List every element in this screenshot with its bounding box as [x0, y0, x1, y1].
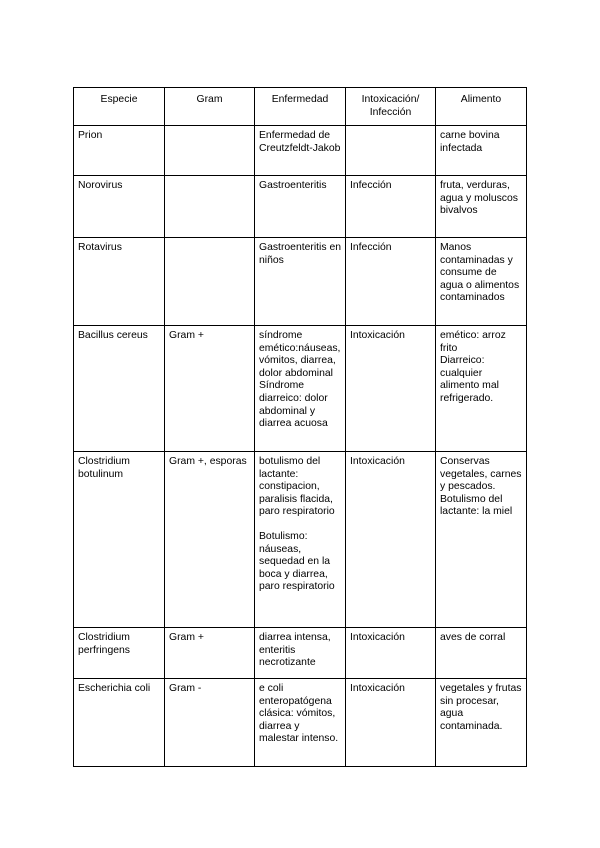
- cell-intoxicacion: Intoxicación: [346, 628, 436, 679]
- cell-intoxicacion: Infección: [346, 176, 436, 238]
- cell-alimento: [436, 452, 527, 628]
- cell-enfermedad-paragraph-1: botulismo del lactante: constipacion, paralisis flacida, paro respiratorio: [259, 456, 336, 518]
- cell-alimento: [436, 326, 527, 452]
- cell-especie: Escherichia coli: [74, 679, 165, 767]
- cell-alimento: aves de corral: [436, 628, 527, 679]
- cell-alimento-text: Conservas vegetales, carnes y pescados. Botulismo del lactante: la miel: [440, 456, 522, 518]
- table-row: [74, 126, 527, 176]
- cell-enfermedad: [255, 452, 346, 628]
- table-header-row: [74, 88, 527, 126]
- cell-enfermedad-text: síndrome emético:náuseas, vómitos, diarrea, dolor abdominal Síndrome diarreico: dolor abdominal y diarrea acuosa: [259, 330, 341, 430]
- cell-intoxicacion: Intoxicación: [346, 679, 436, 767]
- header-enfermedad: Enfermedad: [255, 88, 346, 126]
- header-alimento: Alimento: [436, 88, 527, 126]
- cell-enfermedad: [255, 326, 346, 452]
- header-especie: Especie: [74, 88, 165, 126]
- cell-intoxicacion: Intoxicación: [346, 452, 436, 628]
- cell-especie: Norovirus: [74, 176, 165, 238]
- cell-gram: Gram +, esporas: [165, 452, 255, 628]
- cell-gram: [165, 126, 255, 176]
- header-gram: Gram: [165, 88, 255, 126]
- cell-enfermedad: e coli enteropatógena clásica: vómitos, diarrea y malestar intenso.: [255, 679, 346, 767]
- cell-intoxicacion: Intoxicación: [346, 326, 436, 452]
- header-intoxicacion: [346, 88, 436, 126]
- table-row: [74, 326, 527, 452]
- cell-alimento: carne bovina infectada: [436, 126, 527, 176]
- cell-especie: Clostridium botulinum: [74, 452, 165, 628]
- table-row: [74, 176, 527, 238]
- cell-enfermedad: Enfermedad de Creutzfeldt-Jakob: [255, 126, 346, 176]
- table-row: [74, 679, 527, 767]
- cell-alimento-text: emético: arroz frito Diarreico: cualquier alimento mal refrigerado.: [440, 330, 506, 404]
- cell-alimento: vegetales y frutas sin procesar, agua contaminada.: [436, 679, 527, 767]
- table-row: [74, 238, 527, 326]
- cell-especie: Bacillus cereus: [74, 326, 165, 452]
- cell-alimento: Manos contaminadas y consume de agua o alimentos contaminados: [436, 238, 527, 326]
- cell-enfermedad: Gastroenteritis en niños: [255, 238, 346, 326]
- cell-intoxicacion: [346, 126, 436, 176]
- cell-gram: Gram +: [165, 326, 255, 452]
- cell-especie: Clostridium perfringens: [74, 628, 165, 679]
- cell-enfermedad: Gastroenteritis: [255, 176, 346, 238]
- foodborne-pathogens-table: [73, 87, 527, 767]
- cell-intoxicacion: Infección: [346, 238, 436, 326]
- cell-gram: [165, 238, 255, 326]
- cell-gram: [165, 176, 255, 238]
- paragraph-gap: [259, 519, 341, 531]
- cell-enfermedad: diarrea intensa, enteritis necrotizante: [255, 628, 346, 679]
- header-intoxicacion-text: Intoxicación/ Infección: [361, 94, 420, 118]
- cell-alimento: fruta, verduras, agua y moluscos bivalvos: [436, 176, 527, 238]
- cell-especie: Rotavirus: [74, 238, 165, 326]
- table-row: [74, 452, 527, 628]
- cell-gram: Gram +: [165, 628, 255, 679]
- cell-gram: Gram -: [165, 679, 255, 767]
- cell-especie: Prion: [74, 126, 165, 176]
- table-row: [74, 628, 527, 679]
- cell-enfermedad-paragraph-2: Botulismo: náuseas, sequedad en la boca y diarrea, paro respiratorio: [259, 530, 335, 593]
